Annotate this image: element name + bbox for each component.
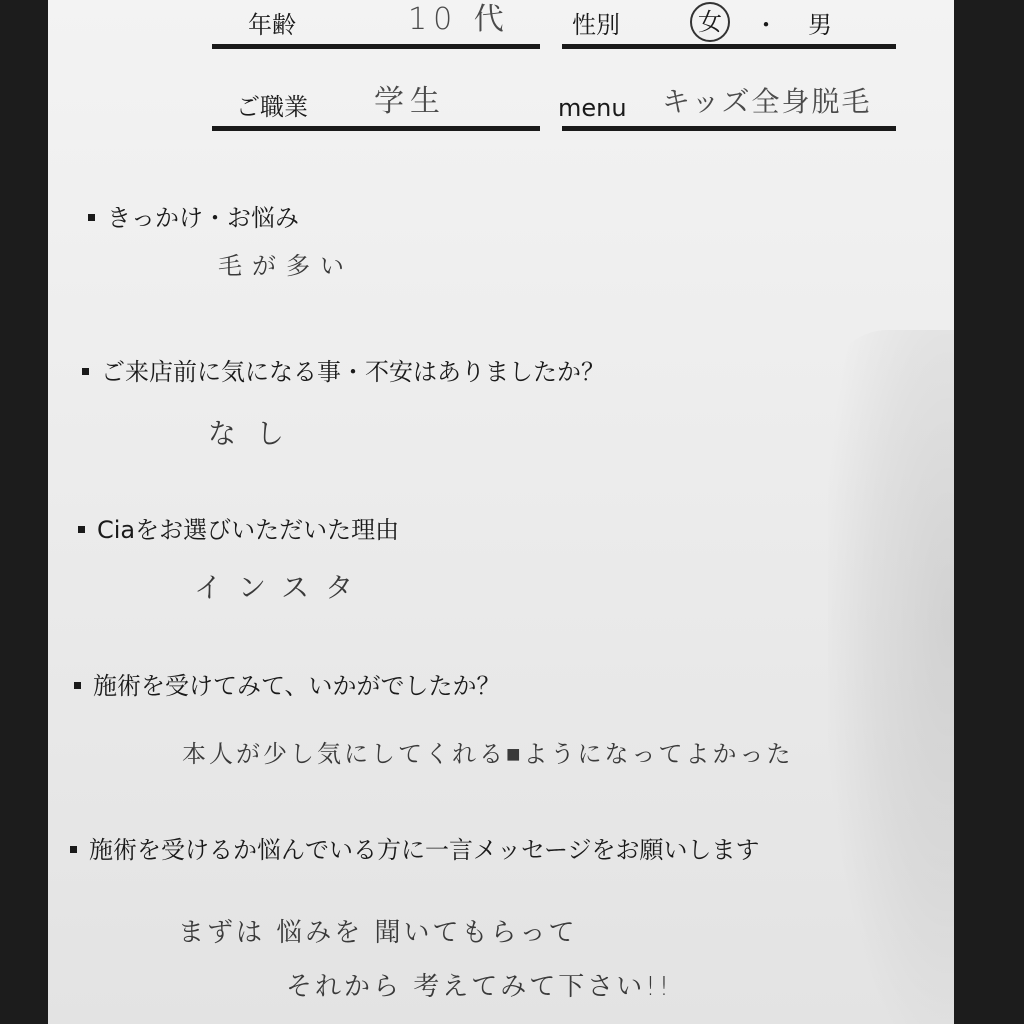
bullet-marker [78, 526, 85, 533]
answer-message-line-1: まずは 悩みを 聞いてもらって [178, 918, 578, 948]
answer-impression: 本人が少し気にしてくれる■ようになってよかった [182, 740, 794, 768]
bullet-marker [88, 214, 95, 221]
occupation-label: ご職業 [236, 93, 308, 121]
age-label: 年齢 [248, 11, 296, 39]
question-label: 施術を受けてみて、いかがでしたか？ [93, 672, 501, 700]
menu-field [558, 82, 896, 131]
question-impression [74, 666, 501, 701]
menu-value: キッズ全身脱毛 [662, 85, 872, 118]
age-value: 10 代 [408, 2, 510, 37]
gender-label: 性別 [572, 11, 620, 39]
menu-label: menu [558, 94, 627, 122]
occupation-field [212, 82, 540, 131]
answer-reason: インスタ [194, 571, 370, 604]
bullet-marker [70, 846, 77, 853]
question-trigger [88, 198, 299, 233]
answer-concerns: なし [208, 417, 305, 450]
answer-trigger: 毛が多い [218, 252, 354, 280]
questionnaire-sheet [48, 0, 954, 1024]
age-field [212, 0, 540, 49]
question-label: Ciaをお選びいただいた理由 [97, 516, 400, 544]
gender-male-option: 男 [808, 11, 832, 39]
occupation-value: 学生 [374, 84, 446, 119]
photo-shadow [828, 330, 954, 1024]
question-message [70, 830, 760, 865]
question-concerns [82, 352, 605, 387]
question-label: きっかけ・お悩み [107, 204, 299, 232]
gender-separator: ・ [754, 11, 778, 39]
question-label: ご来店前に気になる事・不安はありましたか？ [101, 358, 605, 386]
gender-female-option [690, 2, 730, 42]
question-label: 施術を受けるか悩んでいる方に一言メッセージをお願いします [89, 836, 760, 864]
bullet-marker [74, 682, 81, 689]
gender-field [562, 0, 896, 49]
gender-female-circled: 女 [690, 2, 730, 42]
answer-message-line-2: それから 考えてみて下さい!! [286, 972, 673, 1002]
bullet-marker [82, 368, 89, 375]
question-reason [78, 510, 399, 545]
